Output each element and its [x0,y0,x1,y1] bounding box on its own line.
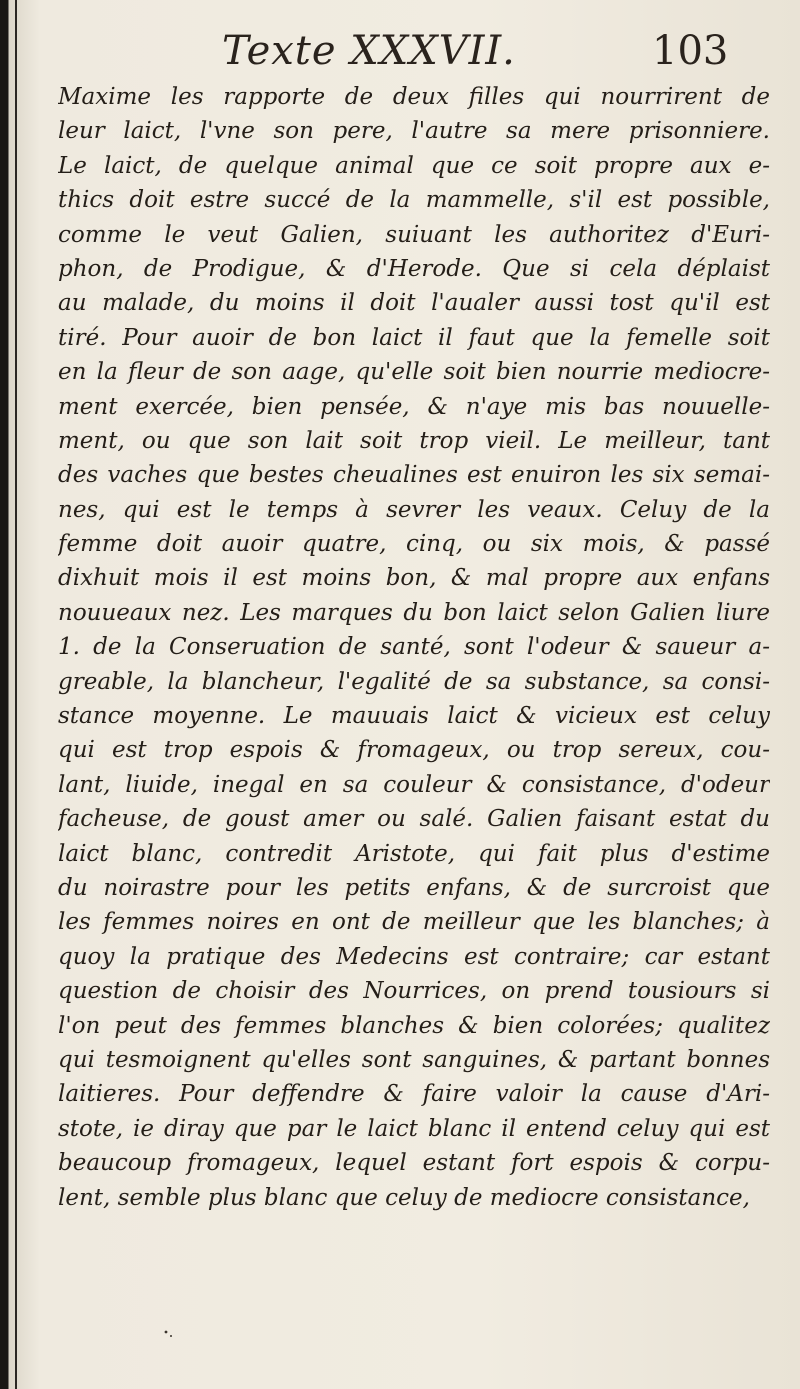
text-line: beaucoup fromageux, lequel estant fort espois & corpu- [58,1150,770,1177]
text-line: en la fleur de son aage, qu'elle soit bien nourrie mediocre- [58,359,770,386]
text-line: les femmes noires en ont de meilleur que les blanches; à [58,909,770,936]
text-line: nes, qui est le temps à sevrer les veaux. Celuy de la [58,496,770,523]
text-line: ment, ou que son lait soit trop vieil. Le meilleur, tant [58,427,770,454]
text-line: lent, semble plus blanc que celuy de mediocre consistance, [58,1184,750,1211]
text-line: Maxime les rapporte de deux filles qui nourrirent de [58,84,770,110]
text-line: stote, ie diray que par le laict blanc il entend celuy qui est [58,1115,770,1142]
body-text [58,80,770,1330]
text-line: 1. de la Conseruation de santé, sont l'odeur & saueur a- [58,634,770,661]
book-spine-edge [15,0,17,1389]
text-line: au malade, du moins il doit l'aualer aussi tost qu'il est [58,290,770,317]
text-line: quoy la pratique des Medecins est contraire; car estant [58,943,770,970]
text-line: facheuse, de goust amer ou salé. Galien faisant estat du [58,806,770,833]
text-line: femme doit auoir quatre, cinq, ou six mois, & passé [58,531,770,558]
text-line: nouueaux nez. Les marques du bon laict selon Galien liure [58,599,770,626]
text-line: lant, liuide, inegal en sa couleur & consistance, d'odeur [58,771,770,798]
text-line: qui est trop espois & fromageux, ou trop sereux, cou- [58,737,770,764]
text-line: ment exercée, bien pensée, & n'aye mis bas nouuelle- [58,393,770,420]
text-line: Le laict, de quelque animal que ce soit propre aux e- [58,152,770,179]
page-number: 103 [652,28,729,74]
text-line: du noirastre pour les petits enfans, & de surcroist que [58,874,770,901]
text-line: phon, de Prodigue, & d'Herode. Que si cela déplaist [58,255,770,282]
text-line: dixhuit mois il est moins bon, & mal propre aux enfans [58,565,770,592]
text-line: laict blanc, contredit Aristote, qui fait plus d'estime [58,840,770,867]
text-line: comme le veut Galien, suiuant les authoritez d'Euri- [58,221,770,248]
text-line: laitieres. Pour deffendre & faire valoir la cause d'Ari- [58,1081,770,1108]
text-line: greable, la blancheur, l'egalité de sa substance, sa consi- [58,668,770,695]
ink-speck-icon [160,1324,180,1344]
text-line: qui tesmoignent qu'elles sont sanguines, & partant bonnes [58,1046,770,1073]
text-line: thics doit estre succé de la mammelle, s'il est possible, [58,187,770,214]
text-line: tiré. Pour auoir de bon laict il faut que la femelle soit [58,324,770,351]
text-line: question de choisir des Nourrices, on prend tousiours si [58,978,770,1005]
running-title: Texte XXXVII. [222,28,516,74]
text-line: leur laict, l'vne son pere, l'autre sa mere prisonniere. [58,118,770,145]
text-line: stance moyenne. Le mauuais laict & vicieux est celuy [58,703,770,730]
text-line: l'on peut des femmes blanches & bien colorées; qualitez [58,1012,770,1039]
text-line: des vaches que bestes cheualines est enuiron les six semai- [58,462,770,489]
page-header [0,26,800,88]
